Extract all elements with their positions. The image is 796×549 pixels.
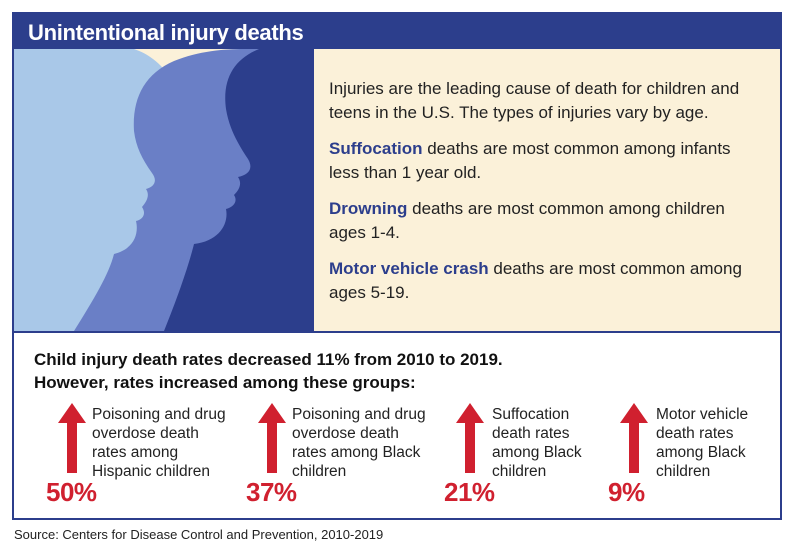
intro-paragraph: Injuries are the leading cause of death for children and teens in the U.S. The types of injuries vary by age. bbox=[329, 79, 740, 122]
stat-text: Motor vehicle death rates among Black children bbox=[656, 406, 749, 480]
suffocation-paragraph bbox=[329, 137, 759, 185]
up-arrow-icon bbox=[258, 403, 286, 473]
infographic-frame bbox=[12, 12, 782, 520]
source-credit: Source: Centers for Disease Control and Prevention, 2010-2019 bbox=[14, 527, 384, 542]
stat-text: Poisoning and drug overdose death rates among Hispanic children bbox=[92, 406, 226, 480]
motor-vehicle-paragraph bbox=[329, 257, 759, 305]
drowning-paragraph bbox=[329, 197, 759, 245]
up-arrow-icon bbox=[456, 403, 484, 473]
intro-text bbox=[329, 77, 759, 317]
stat-text: Poisoning and drug overdose death rates among Black children bbox=[292, 406, 426, 480]
head-silhouettes-illustration bbox=[14, 49, 314, 331]
suffocation-highlight: Suffocation bbox=[329, 139, 423, 158]
motor-vehicle-highlight: Motor vehicle crash bbox=[329, 259, 489, 278]
motor-vehicle-text: deaths are most common among ages 5-19. bbox=[329, 259, 742, 302]
stat-item bbox=[46, 403, 238, 513]
stat-item bbox=[444, 403, 586, 513]
stat-item bbox=[246, 403, 438, 513]
stat-item bbox=[608, 403, 770, 513]
stat-text: Suffocation death rates among Black children bbox=[492, 406, 582, 480]
drowning-text: deaths are most common among children ages 1-4. bbox=[329, 199, 725, 242]
suffocation-text: deaths are most common among infants less than 1 year old. bbox=[329, 139, 731, 182]
summary-line-2: However, rates increased among these groups: bbox=[34, 373, 416, 392]
summary-line-1: Child injury death rates decreased 11% from 2010 to 2019. bbox=[34, 350, 503, 369]
drowning-highlight: Drowning bbox=[329, 199, 408, 218]
intro-panel bbox=[14, 49, 780, 333]
stat-percent: 21% bbox=[444, 477, 495, 507]
up-arrow-icon bbox=[58, 403, 86, 473]
stat-percent: 9% bbox=[608, 477, 645, 507]
summary-headline bbox=[34, 348, 754, 394]
stat-percent: 50% bbox=[46, 477, 97, 507]
stat-percent: 37% bbox=[246, 477, 297, 507]
stats-panel bbox=[14, 333, 780, 520]
header-bar bbox=[14, 14, 780, 49]
page-title: Unintentional injury deaths bbox=[28, 20, 304, 45]
up-arrow-icon bbox=[620, 403, 648, 473]
